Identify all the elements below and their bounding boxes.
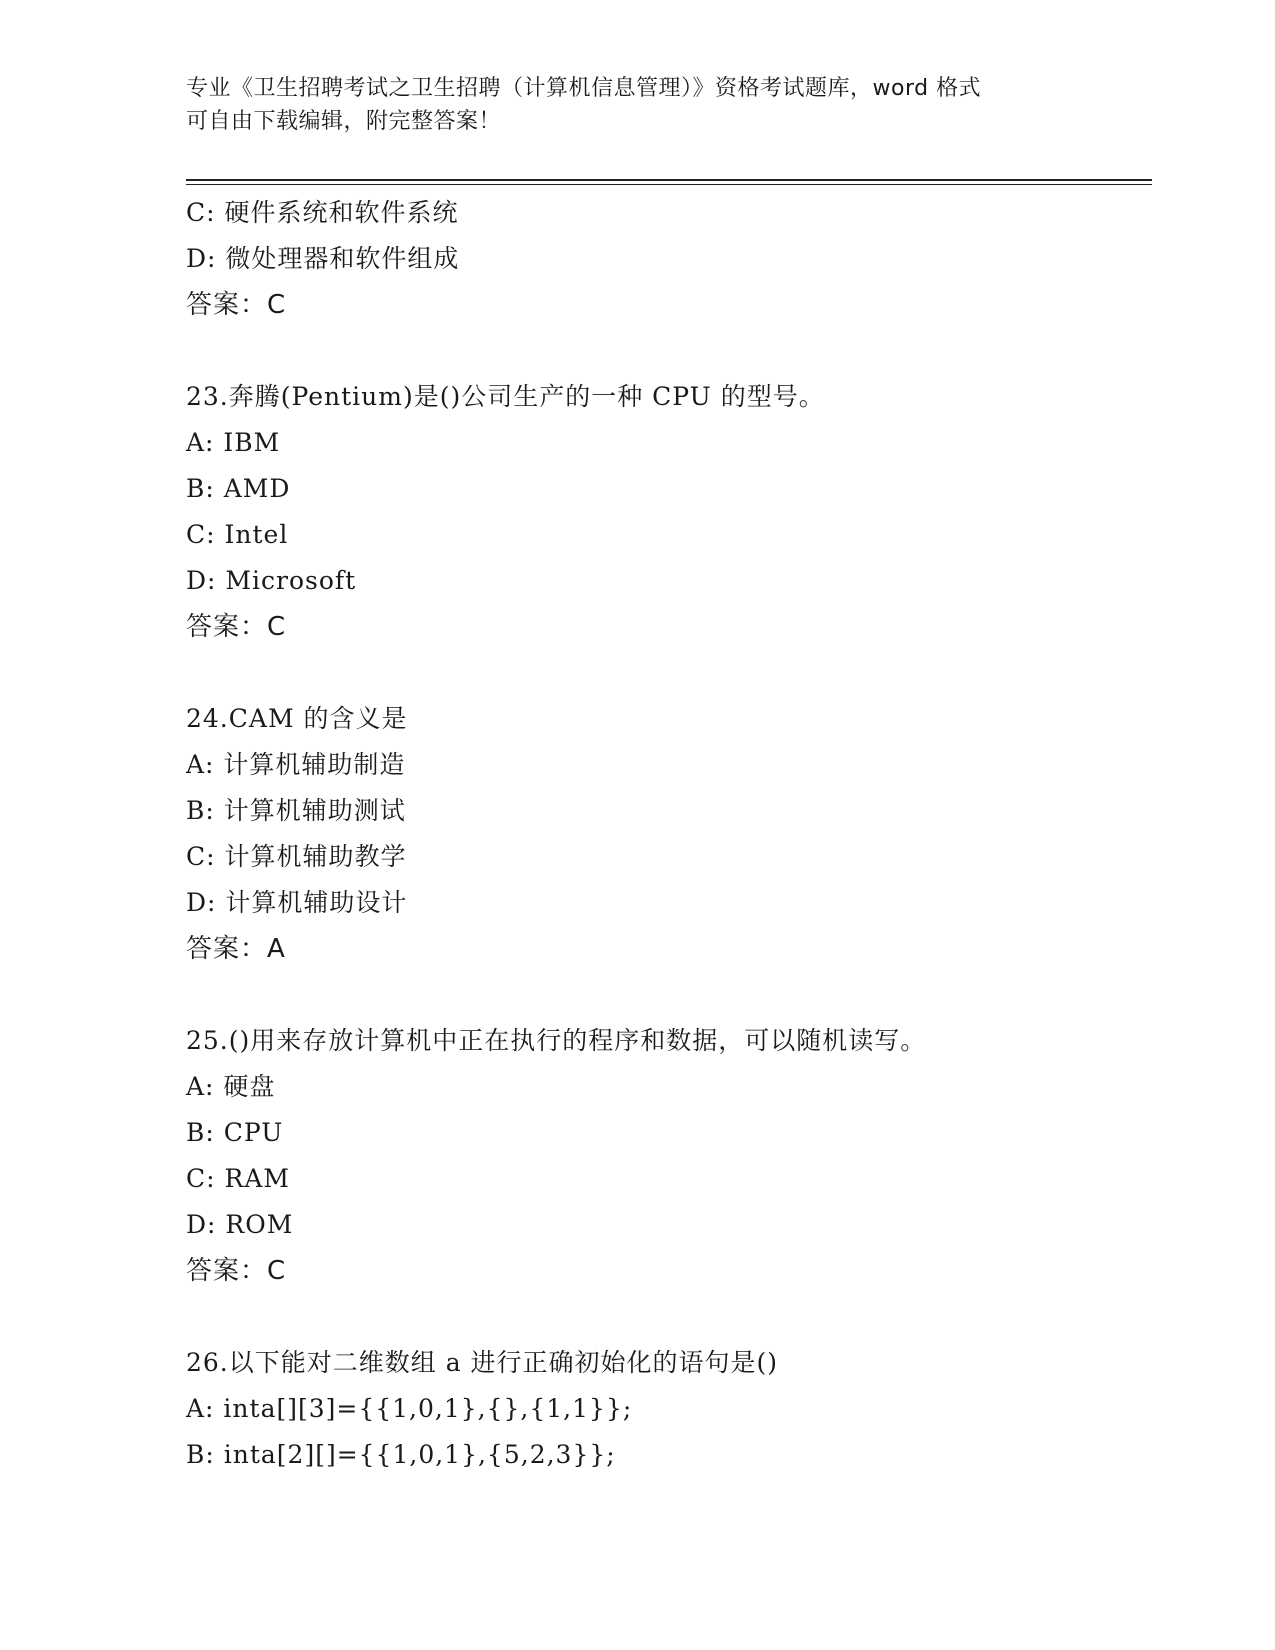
question-23 bbox=[186, 374, 1146, 650]
question-stem: 25.()用来存放计算机中正在执行的程序和数据，可以随机读写。 bbox=[186, 1026, 927, 1055]
question-26 bbox=[186, 1340, 1146, 1478]
header-line-1: 专业《卫生招聘考试之卫生招聘（计算机信息管理）》资格考试题库，word 格式 bbox=[186, 76, 982, 101]
option-d: D: ROM bbox=[186, 1210, 294, 1239]
option-b: B: 计算机辅助测试 bbox=[186, 796, 406, 825]
question-stem: 24.CAM 的含义是 bbox=[186, 704, 408, 733]
answer: 答案：C bbox=[186, 1256, 287, 1286]
option-c: C: 计算机辅助教学 bbox=[186, 842, 407, 871]
option-b: B: inta[2][]={{1,0,1},{5,2,3}}; bbox=[186, 1440, 616, 1469]
header-divider-thin bbox=[186, 184, 1152, 185]
header-divider-thick bbox=[186, 179, 1152, 181]
option-c: C: 硬件系统和软件系统 bbox=[186, 198, 459, 227]
option-b: B: AMD bbox=[186, 474, 291, 503]
option-d: D: Microsoft bbox=[186, 566, 357, 595]
option-a: A: inta[][3]={{1,0,1},{},{1,1}}; bbox=[186, 1394, 633, 1423]
option-a: A: IBM bbox=[186, 428, 281, 457]
answer: 答案：C bbox=[186, 290, 287, 320]
question-24 bbox=[186, 696, 1146, 972]
question-stem: 23.奔腾(Pentium)是()公司生产的一种 CPU 的型号。 bbox=[186, 382, 825, 411]
question-list bbox=[186, 190, 1146, 1478]
option-a: A: 计算机辅助制造 bbox=[186, 750, 406, 779]
option-c: C: RAM bbox=[186, 1164, 290, 1193]
answer: 答案：C bbox=[186, 612, 287, 642]
question-22-continued bbox=[186, 190, 1146, 328]
question-25 bbox=[186, 1018, 1146, 1294]
option-a: A: 硬盘 bbox=[186, 1072, 276, 1101]
option-d: D: 计算机辅助设计 bbox=[186, 888, 408, 917]
question-stem: 26.以下能对二维数组 a 进行正确初始化的语句是() bbox=[186, 1348, 779, 1377]
option-c: C: Intel bbox=[186, 520, 289, 549]
option-b: B: CPU bbox=[186, 1118, 284, 1147]
header-line-2: 可自由下载编辑，附完整答案！ bbox=[186, 109, 502, 134]
option-d: D: 微处理器和软件组成 bbox=[186, 244, 460, 273]
answer: 答案：A bbox=[186, 934, 286, 964]
document-header bbox=[186, 72, 1086, 138]
